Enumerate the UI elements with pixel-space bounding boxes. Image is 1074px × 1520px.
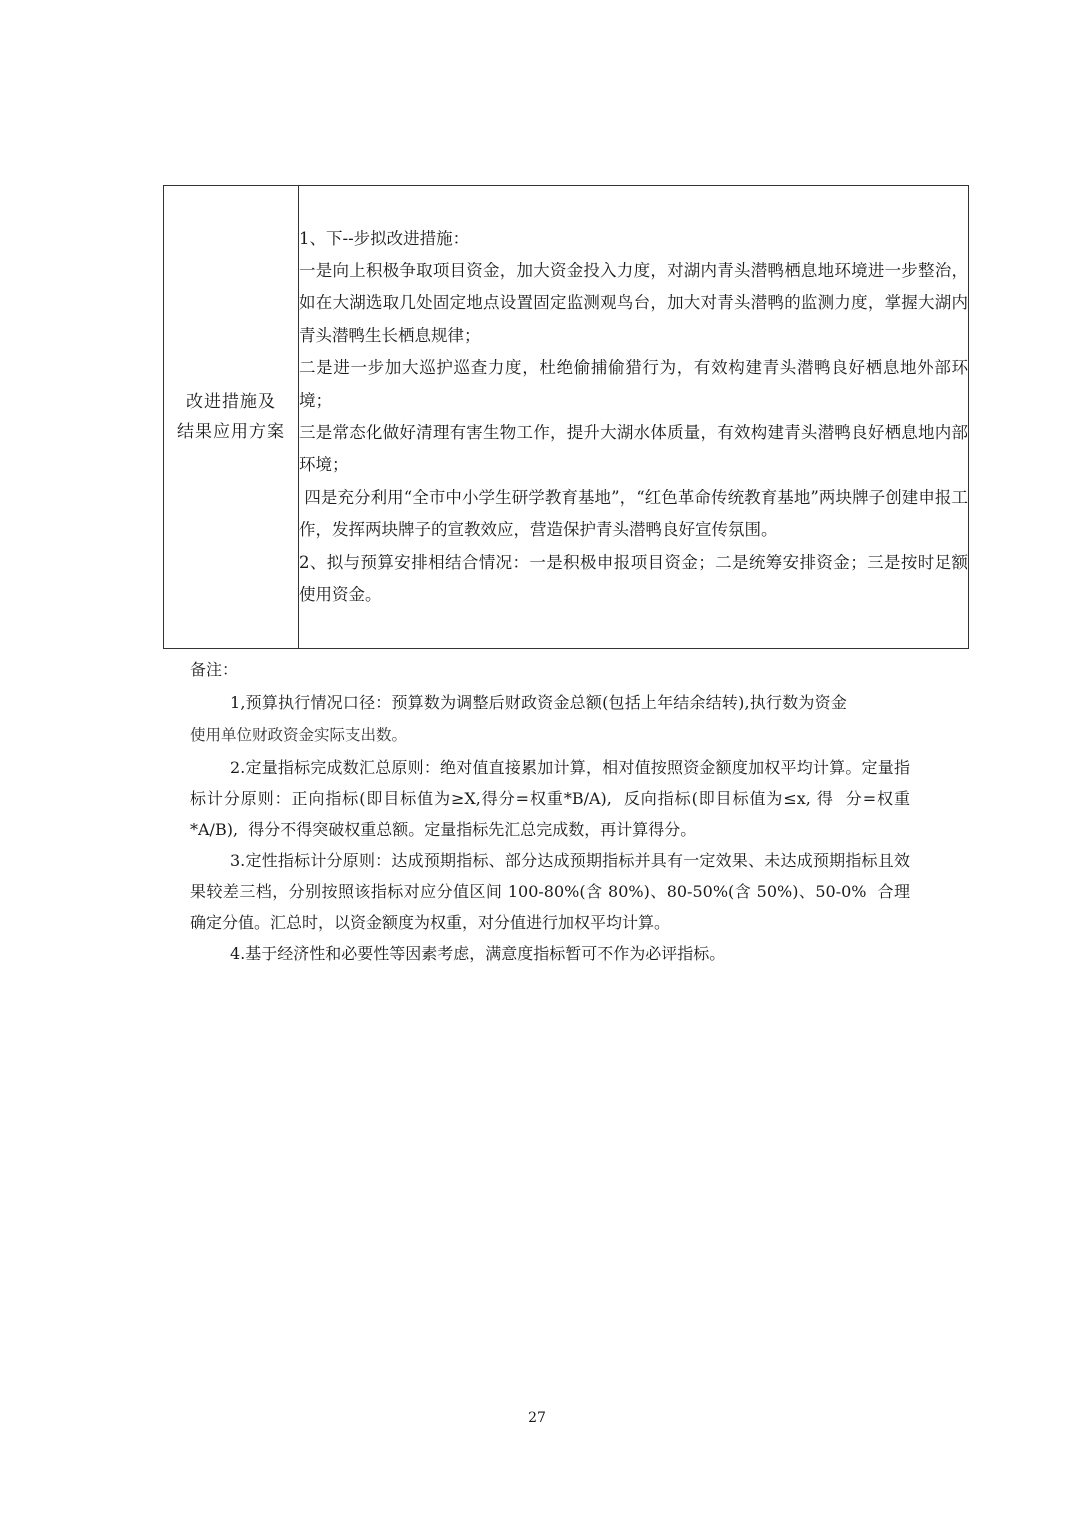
content-heading-2: 2、拟与预算安排相结合情况：一是积极申报项目资金；二是统筹安排资金；三是按时足额使用资金。 (299, 552, 968, 605)
row-label-line-2: 结果应用方案 (177, 422, 285, 442)
page-number: 27 (528, 1410, 546, 1426)
notes-section (190, 655, 910, 969)
note-4: 4.基于经济性和必要性等因素考虑，满意度指标暂可不作为必评指标。 (230, 944, 726, 963)
row-label-line-1: 改进措施及 (186, 392, 276, 412)
content-measure-4: 四是充分利用“全市中小学生研学教育基地”，“红色革命传统教育基地”两块牌子创建申报工作，发挥两块牌子的宣教效应，营造保护青头潜鸭良好宣传氛围。 (299, 487, 968, 540)
note-1: 1,预算执行情况口径：预算数为调整后财政资金总额(包括上年结余结转),执行数为资金 (230, 693, 848, 712)
notes-title: 备注： (190, 660, 239, 679)
content-measure-2: 二是进一步加大巡护巡查力度，杜绝偷捕偷猎行为，有效构建青头潜鸭良好栖息地外部环境； (299, 358, 968, 410)
row-content-cell (299, 186, 969, 649)
row-label-cell (164, 186, 299, 649)
note-2: 2.定量指标完成数汇总原则：绝对值直接累加计算，相对值按照资金额度加权平均计算。定量指标计分原则：正向指标(即目标值为≥X,得分=权重*B/A), 反向指标(即目标值为≤x, 得 分=权重*A/B), 得分不得突破权重总额。定量指标先汇总完成数，再计算得分。 (190, 758, 910, 839)
table-row (164, 186, 969, 649)
note-3: 3.定性指标计分原则：达成预期指标、部分达成预期指标并具有一定效果、未达成预期指标且效果较差三档，分别按照该指标对应分值区间 100-80%(含 80%)、80-50%(含 50%)、50-0% 合理确定分值。汇总时，以资金额度为权重，对分值进行加权平均计算。 (190, 851, 910, 932)
content-heading-1: 1、下--步拟改进措施： (299, 228, 470, 248)
improvement-measures-table (163, 185, 969, 649)
note-1-continued: 使用单位财政资金实际支出数。 (190, 726, 408, 744)
content-measure-1: 一是向上积极争取项目资金，加大资金投入力度，对湖内青头潜鸭栖息地环境进一步整治，如在大湖选取几处固定地点设置固定监测观鸟台，加大对青头潜鸭的监测力度，掌握大湖内青头潜鸭生长栖息规律； (299, 260, 968, 345)
content-measure-3: 三是常态化做好清理有害生物工作，提升大湖水体质量，有效构建青头潜鸭良好栖息地内部环境； (299, 423, 968, 475)
